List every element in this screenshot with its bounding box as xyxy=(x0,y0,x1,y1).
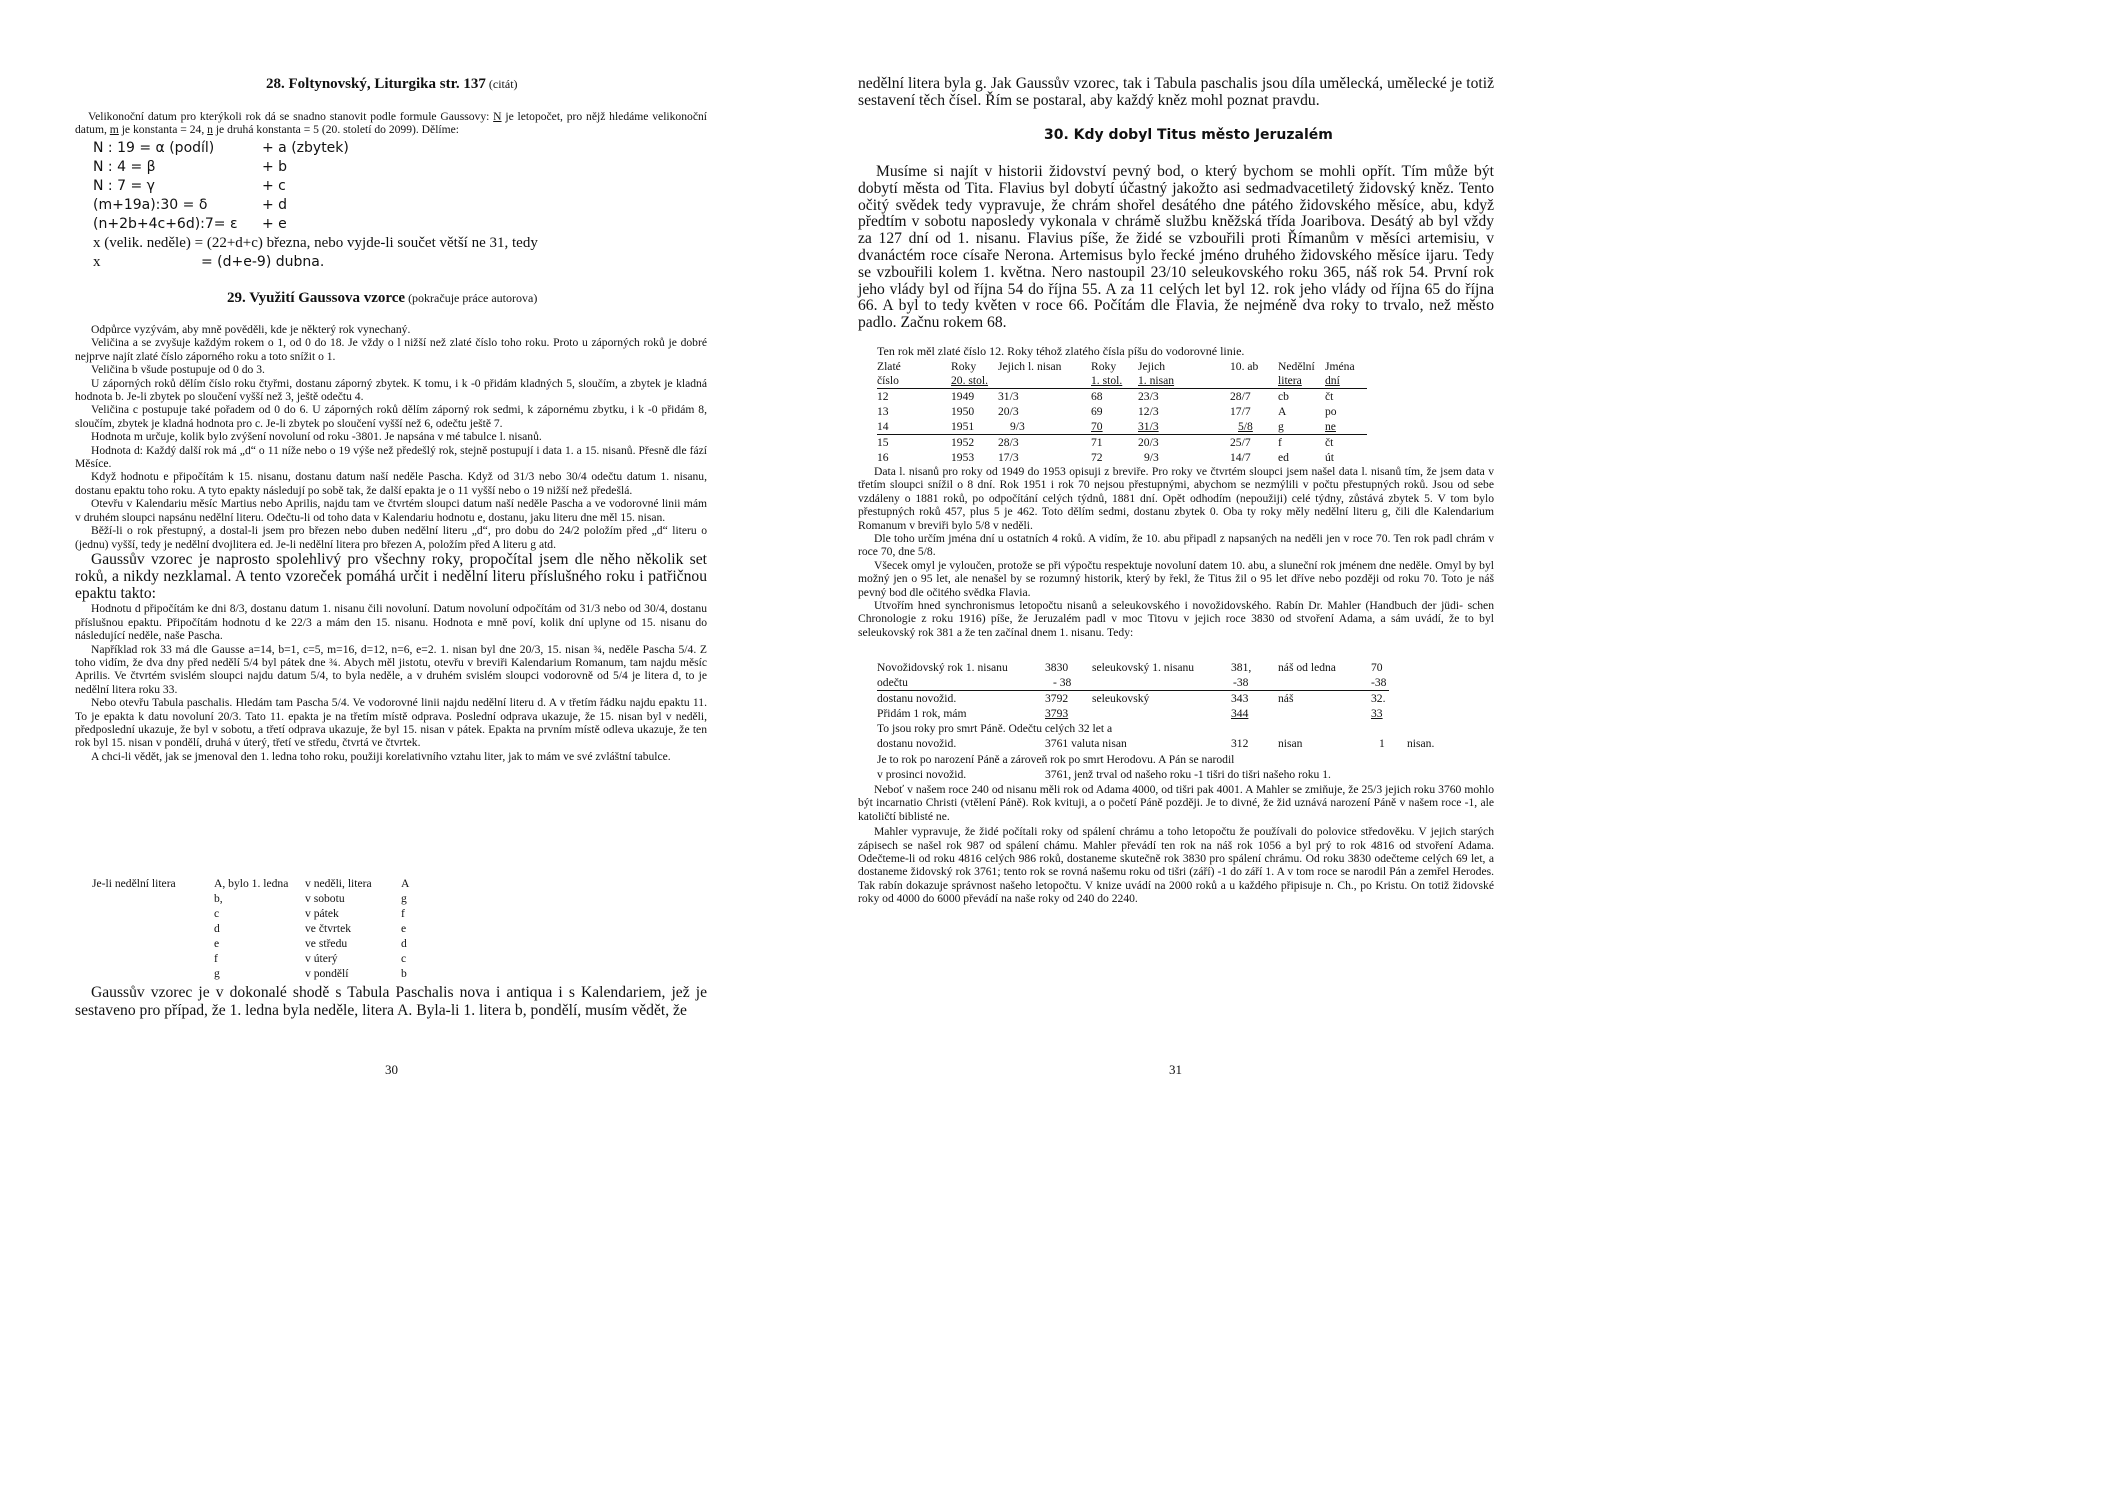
table-header-cell: dní xyxy=(1325,374,1340,387)
table-header-cell: A, bylo 1. ledna xyxy=(214,877,289,890)
golden-number-table xyxy=(877,360,1377,466)
table-cell: 31/3 xyxy=(1138,420,1159,433)
table-header-cell: Jejich l. nisan xyxy=(998,360,1062,373)
table-cell: 344 xyxy=(1231,707,1249,720)
table-cell: 70 xyxy=(1371,661,1383,674)
paragraph: Odpůrce vyzývám, aby mně pověděli, kde je některý rok vynechaný. xyxy=(91,323,411,336)
table-cell: ed xyxy=(1278,451,1289,464)
table-cell: seleukovský 1. nisanu xyxy=(1092,661,1195,674)
formula-1-rhs: + a (zbytek) xyxy=(262,140,349,156)
table-cell: ne xyxy=(1325,420,1336,433)
table-cell: čt xyxy=(1325,436,1334,449)
table-cell: c xyxy=(401,952,407,965)
closing-paragraph: Gaussův vzorec je v dokonalé shodě s Tabula Paschalis nova i antiqua i s Kalendariem, jež je sestaveno pro případ, že 1. ledna byla neděle, litera A. Byla-li 1. litera b, pondělí, musím vědět, že xyxy=(75,984,707,1019)
table-cell: v prosinci novožid. xyxy=(877,768,967,781)
paragraph: Když hodnotu e připočítám k 15. nisanu, dostanu datum naší neděle Pascha. Když od 31/3 nebo 30/4 odečtu datum 1. nisanu, dostanu epaktu toho roku. A tyto epakty následují po sobě tak, že další epakta je o 11 vyšší nebo o 19 nižší než předešlá. xyxy=(75,470,707,497)
synchronism-table xyxy=(877,661,1477,785)
formula-4-lhs: (m+19a):30 = δ xyxy=(93,197,208,213)
table-cell: náš od ledna xyxy=(1278,661,1336,674)
table-cell: nisan. xyxy=(1407,737,1435,750)
table-rule xyxy=(877,434,1367,435)
section-28-cite: (citát) xyxy=(485,77,518,91)
paragraph: Utvořím hned synchronismus letopočtu nisanů a seleukovského i novožidovského. Rabín Dr. Mahler (Handbuch der jüdi- schen Chronologie z roku 1916) píše, že Jeruzalém padl v moc Titovu v jejich roce 3830 od stvoření Adama, a sám uvádí, že to byl seleukovský rok 381 a že ten začínal dnem 1. nisanu. Tedy: xyxy=(858,599,1494,639)
table-cell: 381, xyxy=(1231,661,1252,674)
table-cell: 1953 xyxy=(951,451,975,464)
paragraph: Všecek omyl je vyloučen, protože se při výpočtu respektuje novoluní datem 10. abu, a sluneční rok jménem dne neděle. Omyl by byl možný jen o 95 let, ale nenašel by se rozumný historik, který by řekl, že Titus žil o 95 let dříve nebo později od roku 70. Toto je náš pevný bod dle očitého svědka Flavia. xyxy=(858,558,1494,599)
table-header-cell: 10. ab xyxy=(1230,360,1259,373)
section-30-closing xyxy=(858,783,1494,906)
table-cell: -38 xyxy=(1233,676,1249,689)
table-cell: cb xyxy=(1278,390,1289,403)
table-header-cell: číslo xyxy=(877,374,899,387)
continuation-paragraph: nedělní litera byla g. Jak Gaussův vzorec, tak i Tabula paschalis jsou díla umělecká, umělecké je totiž sestavení těch čísel. Řím se postaral, aby každý kněz mohl poznat pravdu. xyxy=(858,75,1494,109)
table-cell: ve středu xyxy=(305,937,348,950)
table-cell: 17/7 xyxy=(1230,405,1251,418)
formula-x2-rhs: = (d+e-9) dubna. xyxy=(201,254,325,270)
formula-2-rhs: + b xyxy=(262,159,288,175)
table-cell: út xyxy=(1325,451,1335,464)
paragraph: Otevřu v Kalendariu měsíc Martius nebo Aprilis, najdu tam ve čtvrtém sloupci datum naší neděle Pascha a ve vodorovné linii mám v druhém sloupci napsánu nedělní literu. Odečtu-li od toho data v Kalendariu hodnotu e, dostanu, jaku literu dne měl 15. nisan. xyxy=(75,497,707,524)
section-30-body: Musíme si najít v historii židovství pevný bod, o který bychom se mohli opřít. Tím může být dobytí města od Tita. Flavius byl dobytí účastný jakožto asi sedmadvacetiletý židovský kněz. Tento očitý svědek tedy vypravuje, že chrám shořel desátého dne pátého židovského měsíce, abu, když předtím v sobotu naposledy vykonala v chrámě službu kněžská třída Joaribova. Desátý ab byl vždy za 127 dní od 1. nisanu. Flavius píše, že židé se vzbouřili proti Římanům v měsíci artemisiu, v dvanáctém roce císaře Nerona. Artemisus bylo řecké jméno druhého židovského měsíce ijaru. Tedy se vzbouřili kolem 1. května. Nero nastoupil 23/10 seleukovského roku 365, náš rok 54. První rok jeho vlády byl od října 54 do října 55. A za 11 celých let byl 12. rok jeho vlády od října 65 do října 66. A byl to tedy květen v roce 66. Počítám dle Flavia, že nejméně dva roky to trvalo, než město padlo. Začnu rokem 68. xyxy=(858,163,1494,332)
table-cell: 1950 xyxy=(951,405,975,418)
table-cell: Přidám 1 rok, mám xyxy=(877,707,967,720)
table-cell: 12/3 xyxy=(1138,405,1159,418)
table-cell: v pátek xyxy=(305,907,339,920)
paragraph: Veličina c postupuje také pořadem od 0 do 6. U záporných roků dělím záporný rok sedmi, k zápornému zbytku, i k -0 přidám 8, sloučím, zbytek je kladná hodnota pro c. Je-li zbytek po sloučení vyšší než 6, odečtu ještě 7. xyxy=(75,403,707,430)
table-cell: c xyxy=(214,907,220,920)
table-header-cell: Jejich xyxy=(1138,360,1166,373)
formula-3-rhs: + c xyxy=(262,178,286,194)
table-cell: 32. xyxy=(1371,692,1386,705)
paragraph: Veličina a se zvyšuje každým rokem o 1, od 0 do 18. Je vždy o l nižší než zlaté číslo toho roku. Proto u záporných roků je dobré nejprve najít zlaté číslo záporného roku a toto snížit o 1. xyxy=(75,336,707,363)
table-cell: b xyxy=(401,967,407,980)
formula-4-rhs: + d xyxy=(262,197,288,213)
table-cell: 28/7 xyxy=(1230,390,1251,403)
table-cell: 3830 xyxy=(1045,661,1069,674)
paragraph: Hodnotu d připočítám ke dni 8/3, dostanu datum 1. nisanu čili novoluní. Datum novoluní odpočítám od 31/3 nebo od 30/4, dostanu příslušnou epaktu. Připočítám hodnotu d ke 22/3 a mám den 15. nisanu. Hodnota e mně poví, kolik dní uplyne od 15. nisanu do následující neděle, naše Pascha. xyxy=(75,602,707,643)
section-29-body xyxy=(75,323,707,763)
table-cell: 14/7 xyxy=(1230,451,1251,464)
table-cell: e xyxy=(401,922,407,935)
table-header-cell: v neděli, litera xyxy=(305,877,372,890)
table-cell: 13 xyxy=(877,405,889,418)
table-rule xyxy=(877,690,1389,691)
table-cell: ve čtvrtek xyxy=(305,922,352,935)
table-cell: náš xyxy=(1278,692,1294,705)
table-cell: 31/3 xyxy=(998,390,1019,403)
table-cell: v pondělí xyxy=(305,967,349,980)
section-29-title: 29. Využití Gaussova vzorce xyxy=(227,290,406,306)
table-cell: d xyxy=(401,937,407,950)
paragraph: Nebo otevřu Tabula paschalis. Hledám tam Pascha 5/4. Ve vodorovné linii najdu nedělní literu d. A v třetím řádku najdu epaktu 11. To je epakta k datu novoluní 20/3. Tato 11. epakta je na třetím místě odprava. Poslední odprava ukazuje, že 15. nisan byl v neděli, předposlední ukazuje, že byl v sobotu, a třetí odprava ukazuje, že byl 15. nisan v pátek. Epakta na prvním místě odleva ukazuje, že ten rok byl 15. nisan v pondělí, druhá v úterý, třetí ve středu, čtvrtá ve čtvrtek. xyxy=(75,696,707,750)
table-cell: 1 xyxy=(1379,737,1385,750)
table-cell: po xyxy=(1325,405,1337,418)
table-cell: 23/3 xyxy=(1138,390,1159,403)
table-header-cell: litera xyxy=(1278,374,1302,387)
table-cell: v úterý xyxy=(305,952,338,965)
table-cell: 17/3 xyxy=(998,451,1019,464)
paragraph: A chci-li vědět, jak se jmenoval den 1. ledna toho roku, použiji korelativního vztahu liter, jak to mám ve své zvláštní tabulce. xyxy=(91,749,671,763)
formula-2-lhs: N : 4 = β xyxy=(93,159,156,175)
table-cell: 14 xyxy=(877,420,889,433)
paragraph: Neboť v našem roce 240 od nisanu měli rok od Adama 4000, od tišri pak 4001. A Mahler se zmiňuje, že 25/3 jejich roku 3760 mohlo být incarnatio Christi (vtělení Páně). Rok kvituji, a o početí Páně později. Je to divné, že žid uznává narození Páně v našem roce -1, ale katoličtí biblisté ne. xyxy=(858,783,1494,823)
table-cell: f xyxy=(1278,436,1282,449)
table-cell: A xyxy=(1278,405,1287,418)
table-cell: nisan xyxy=(1278,737,1303,750)
table-header-cell: 20. stol. xyxy=(951,374,989,387)
table-cell: 20/3 xyxy=(1138,436,1159,449)
formula-5-lhs: (n+2b+4c+6d):7= ε xyxy=(93,216,238,232)
paragraph: Hodnota m určuje, kolik bylo zvýšení novoluní od roku -3801. Je napsána v mé tabulce l. nisanů. xyxy=(91,430,542,444)
table-cell: 72 xyxy=(1091,451,1103,464)
table-cell: dostanu novožid. xyxy=(877,692,957,705)
table-cell: odečtu xyxy=(877,676,908,689)
table-cell: 69 xyxy=(1091,405,1103,418)
table-cell: g xyxy=(214,967,220,980)
table-cell: dostanu novožid. xyxy=(877,737,957,750)
formula-5-rhs: + e xyxy=(262,216,287,232)
table-cell: b, xyxy=(214,892,223,905)
table-cell: 3761, jenž trval od našeho roku -1 tišri do tišri našeho roku 1. xyxy=(1045,768,1331,781)
table-header-cell: Roky xyxy=(951,360,977,373)
formula-x1: x (velik. neděle) = (22+d+c) března, nebo vyjde-li součet větší ne 31, tedy xyxy=(93,235,538,251)
table-cell: čt xyxy=(1325,390,1334,403)
table-cell: - 38 xyxy=(1053,676,1072,689)
table-cell: 1952 xyxy=(951,436,975,449)
sunday-letter-table xyxy=(92,877,432,985)
section-28-intro: Velikonoční datum pro kterýkoli rok dá se snadno stanovit podle formule Gaussovy: N je letopočet, pro nějž hledáme velikonoční datum, m je konstanta = 24, n je druhá konstanta = 5 (20. století do 2099). Dělíme: xyxy=(75,110,707,137)
paragraph: Dle toho určím jména dní u ostatních 4 roků. A vidím, že 10. abu připadl z napsaných na neděli jen v roce 70. Ten rok padl chrám v roce 70, dne 5/8. xyxy=(858,532,1494,559)
table-cell: 71 xyxy=(1091,436,1103,449)
table-cell: f xyxy=(214,952,218,965)
table-cell: g xyxy=(401,892,407,905)
table-cell: 28/3 xyxy=(998,436,1019,449)
table-header-cell: 1. stol. xyxy=(1091,374,1123,387)
table-cell: Je to rok po narození Páně a zároveň rok po smrt Herodovu. A Pán se narodil xyxy=(877,753,1235,766)
table-cell: 1951 xyxy=(951,420,975,433)
table-cell: e xyxy=(214,937,220,950)
table-header-cell: Je-li nedělní litera xyxy=(92,877,176,890)
table-cell: 9/3 xyxy=(1010,420,1025,433)
table-cell: 15 xyxy=(877,436,889,449)
table-header-cell: Roky xyxy=(1091,360,1117,373)
table-cell: Novožidovský rok 1. nisanu xyxy=(877,661,1008,674)
table-cell: g xyxy=(1278,420,1284,433)
table-cell: 312 xyxy=(1231,737,1249,750)
section-28-heading xyxy=(266,76,518,92)
table-cell: d xyxy=(214,922,220,935)
table-intro: Ten rok měl zlaté číslo 12. Roky téhož zlatého čísla píšu do vodorovné linie. xyxy=(877,344,1245,358)
table-header-cell: Zlaté xyxy=(877,360,901,373)
paragraph: Běží-li o rok přestupný, a dostal-li jsem pro březen nebo duben nedělní literu „d“, pro dobu do 24/2 položím před „d“ literu o (jednu) vyšší, tedy je nedělní dvojlitera ed. Je-li nedělní litera pro březen A, položím před A literu g atd. xyxy=(75,524,707,551)
table-cell: v sobotu xyxy=(305,892,345,905)
page-number-left: 30 xyxy=(385,1062,398,1077)
paragraph: Data l. nisanů pro roky od 1949 do 1953 opisuji z breviře. Pro roky ve čtvrtém sloupci jsem našel data l. nisanů tím, že jsem data v třetím sloupci snížil o 8 dní. Rok 1951 i rok 70 nejsou přestupnými, abychom se nezmýlili v počtu přestupných roků. Jsou od sebe vzdáleny o 1881 roků, po odpočítání celých týdnů, 1881 dní. Opět odhodím (nepoužiji) celé týdny, zůstává zbytek 5. V tom bylo přestupných roků 457, plus 5 je 462. Toto dělím sedmi, dostanu zbytek 0. Oba ty roky měly nedělní literu g, čili dle Kalendarium Romanum v breviři bylo 5/8 v neděli. xyxy=(858,465,1494,532)
section-30-notes xyxy=(858,465,1494,639)
table-cell: 25/7 xyxy=(1230,436,1251,449)
section-30-title: 30. Kdy dobyl Titus město Jeruzalém xyxy=(1044,127,1333,143)
page-number-right: 31 xyxy=(1169,1062,1182,1077)
table-cell: 33 xyxy=(1371,707,1383,720)
table-cell: 1949 xyxy=(951,390,975,403)
table-header-cell: Jména xyxy=(1325,360,1355,373)
formula-x2-lhs: x xyxy=(93,254,101,270)
paragraph-emphasis: Gaussův vzorec je naprosto spolehlivý pro všechny roky, propočítal jsem dle něho několik set roků, a nikdy nezklamal. A tento vzoreček pomáhá určit i nedělní literu příslušného roku i patřičnou epaktu takto: xyxy=(75,550,707,602)
table-cell: 20/3 xyxy=(998,405,1019,418)
table-cell: To jsou roky pro smrt Páně. Odečtu celých 32 let a xyxy=(877,722,1113,735)
section-29-cite: (pokračuje práce autorova) xyxy=(405,291,538,305)
table-header-cell: 1. nisan xyxy=(1138,374,1175,387)
table-cell: -38 xyxy=(1371,676,1387,689)
table-cell: 70 xyxy=(1091,420,1103,433)
paragraph: U záporných roků dělím číslo roku čtyřmi, dostanu záporný zbytek. K tomu, i k -0 přidám kladných 5, sloučím, a zbytek je kladná hodnota b. Je-li zbytek po sloučení vyšší než 3, ještě odečtu 4. xyxy=(75,376,707,404)
table-cell: 9/3 xyxy=(1144,451,1159,464)
formula-1-lhs: N : 19 = α (podíl) xyxy=(93,140,215,156)
table-cell: 5/8 xyxy=(1238,420,1253,433)
table-cell: 343 xyxy=(1231,692,1249,705)
paragraph: Mahler vypravuje, že židé počítali roky od spálení chrámu a toho letopočtu že používali do polovice středověku. V jejich starých zápisech se našel rok 987 od spálení chámu. Mahler převádí ten rok na náš rok 1056 a byl prý to rok 4816 od stvoření Adama. Odečteme-li od roku 4816 celých 986 roků, dostaneme skutečně rok 3830 pro spálení chrámu. Od roku 3830 odečteme celých 69 let, a dostaneme židovský rok 3761; tento rok se rovná našemu roku od tišri (září) -1 do září 1. A v tom roce se narodil Pán a zemřel Herodes. Tak rabín dokazuje správnost našeho letopočtu. V knize uvádí na 2000 roků a u každého připisuje n. Ch., po Kristu. On totiž židovské roky od 4000 do 6000 převádí na naše roky od 240 do 2240. xyxy=(858,825,1494,906)
paragraph: Veličina b všude postupuje od 0 do 3. xyxy=(91,363,265,377)
table-cell: 3792 xyxy=(1045,692,1069,705)
table-cell: 3761 valuta nisan xyxy=(1045,737,1127,750)
formula-3-lhs: N : 7 = γ xyxy=(93,178,155,194)
table-cell: seleukovský xyxy=(1092,692,1150,705)
paragraph: Například rok 33 má dle Gausse a=14, b=1, c=5, m=16, d=12, n=6, e=2. 1. nisan byl dne 20/3, 15. nisan ¾, neděle Pascha 5/4. Z toho vidím, že dva dny před nedělí 5/4 byl pátek dne ¾. Abych měl jistotu, otevřu v breviři Kalendarium Romanum, tam najdu měsíc Aprilis. Ve čtvrtém svislém sloupci najdu datum 5/4, to byla neděle, a v druhém svislém sloupci vodorovně od 5/4 je litera d, to je nedělní litera roku 33. xyxy=(75,642,707,696)
table-cell: 68 xyxy=(1091,390,1103,403)
section-28-title: 28. Foltynovský, Liturgika str. 137 xyxy=(266,76,486,92)
table-header-cell: A xyxy=(401,877,410,890)
table-rule xyxy=(877,388,1367,389)
table-cell: 12 xyxy=(877,390,889,403)
table-cell: 16 xyxy=(877,451,889,464)
paragraph: Hodnota d: Každý další rok má „d“ o 11 níže nebo o 19 výše než předešlý rok, stejně postupují i data 1. a 15. nisanů. Přesně dle fází Měsíce. xyxy=(75,443,707,471)
section-29-heading xyxy=(227,290,537,306)
table-header-cell: Nedělní xyxy=(1278,360,1315,373)
table-cell: f xyxy=(401,907,405,920)
table-cell: 3793 xyxy=(1045,707,1069,720)
